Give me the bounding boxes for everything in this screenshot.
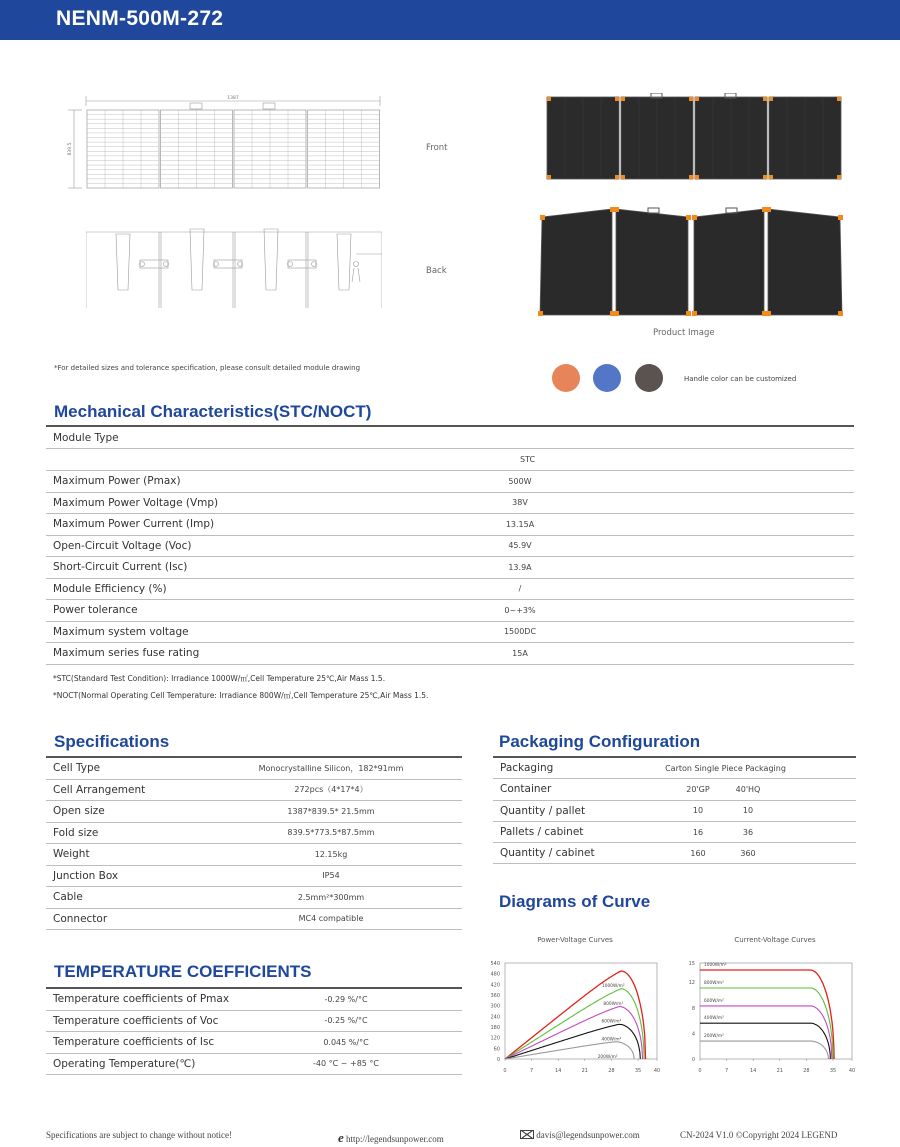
y-tick-label: 300 [490,1003,500,1010]
packaging-section-title: Packaging Configuration [499,732,701,751]
series-label: 400W/m² [704,1016,724,1022]
x-tick-label: 21 [581,1068,588,1074]
website-link[interactable]: http://legendsunpower.com [346,1134,444,1144]
front-view-label: Front [426,143,448,153]
temperature-row-value: 0.045 %/°C [323,1037,369,1047]
width-dimension: 1387 [227,96,239,101]
specification-row [46,801,462,823]
specification-row [46,823,462,845]
specification-row [46,844,462,866]
series-label: 600W/m² [601,1019,622,1025]
specification-row-value: 2.5mm²*300mm [297,892,365,902]
temperature-row-value: -0.25 %/°C [324,1016,368,1026]
specification-row-label: Fold size [53,826,99,839]
current-voltage-chart [680,955,865,1080]
temperature-row-value: -40 °C ~ +85 °C [313,1059,379,1069]
series-label: 400W/m² [601,1037,622,1043]
y-tick-label: 8 [691,1005,695,1012]
mechanical-row-value: 1500DC [503,627,537,637]
x-tick-label: 28 [608,1068,615,1074]
x-tick-label: 14 [750,1068,757,1074]
x-tick-label: 7 [725,1068,729,1074]
packaging-row-value-20gp: 20'GP [686,784,710,794]
y-tick-label: 15 [688,961,695,967]
handle [648,208,659,213]
mechanical-row-label: Module Efficiency (%) [53,582,167,595]
series-label: 1000W/m² [602,984,625,989]
mechanical-row-label: Short-Circuit Current (Isc) [53,561,188,574]
solar-panel [616,209,688,315]
specification-row [46,909,462,931]
mechanical-row-label: Power tolerance [53,604,138,617]
packaging-row [493,801,856,822]
x-tick-label: 7 [530,1068,534,1074]
specification-row-value: MC4 compatible [298,914,364,924]
x-tick-label: 35 [829,1068,837,1074]
specification-row-label: Cell Type [53,762,101,775]
temperature-table [46,989,462,1075]
specification-row-label: Connector [53,912,108,925]
solar-panel [694,209,764,315]
back-view-drawing [86,224,382,308]
footer-copyright: CN-2024 V1.0 ©Copyright 2024 LEGEND [680,1130,838,1140]
header-bar [0,0,900,40]
solar-panel [768,209,842,315]
mechanical-section-title: Mechanical Characteristics(STC/NOCT) [54,402,372,421]
y-tick-label: 480 [490,971,500,978]
noct-note: *NOCT(Normal Operating Cell Temperature: Irradiance 800W/㎡,Cell Temperature 25℃,Air Mass 1.5. [53,691,429,700]
curve-600w [700,1006,832,1059]
mechanical-row [46,622,854,644]
mechanical-row [46,600,854,622]
y-tick-label: 240 [490,1014,500,1021]
product-image-back [538,205,848,320]
specification-row-value: 12.15kg [314,849,348,859]
packaging-row-value-40hq: 10 [742,806,754,816]
envelope-icon [520,1130,534,1139]
back-view-label: Back [426,266,447,276]
specification-row-value: 1387*839.5* 21.5mm [287,806,375,816]
curves-section-title: Diagrams of Curve [499,892,651,911]
handle-color-swatch-orange[interactable] [552,364,580,392]
packaging-row-value-40hq: 360 [740,848,756,858]
specification-row-label: Open size [53,805,105,818]
y-tick-label: 60 [493,1046,500,1053]
y-tick-label: 360 [490,993,500,999]
height-dimension: 839.5 [68,142,73,156]
mechanical-row-label: Maximum Power Voltage (Vmp) [53,496,219,509]
y-tick-label: 0 [496,1057,500,1063]
curve-600w [505,1007,643,1059]
packaging-row-value-40hq: 36 [742,827,754,837]
mechanical-row-value: 45.9V [508,541,532,551]
packaging-table [493,758,856,864]
mechanical-row [46,514,854,536]
packaging-row [493,843,856,864]
specification-row-value: Monocrystalline Silicon，182*91mm [258,763,404,773]
packaging-row [493,822,856,843]
y-tick-label: 12 [688,980,695,987]
series-label: 800W/m² [704,980,724,986]
series-label: 200W/m² [597,1054,618,1060]
mechanical-table [46,427,854,665]
packaging-row-label: Pallets / cabinet [500,826,584,839]
curve-200w [700,1041,828,1059]
product-image-caption: Product Image [653,328,715,338]
pv-chart-title: Power-Voltage Curves [537,936,613,944]
packaging-row-label: Container [500,783,552,796]
module-type-row [46,427,854,449]
specification-row-label: Cell Arrangement [53,783,146,796]
temperature-row [46,1011,462,1033]
y-tick-label: 180 [490,1025,500,1031]
footer-website[interactable] [338,1130,444,1146]
temperature-row [46,989,462,1011]
mechanical-row-value: 13.9A [508,562,532,572]
x-tick-label: 0 [503,1068,507,1074]
y-tick-label: 120 [490,1035,500,1042]
mechanical-row-value: / [518,584,522,594]
series-label: 600W/m² [704,998,724,1004]
drawing-note: *For detailed sizes and tolerance specification, please consult detailed module drawing [54,364,361,372]
handle-color-note: Handle color can be customized [684,375,797,383]
solar-panel [540,209,612,315]
mechanical-row [46,643,854,665]
specification-row-value: 839.5*773.5*87.5mm [287,828,375,838]
temperature-row-label: Temperature coefficients of Isc [53,1036,215,1049]
internet-explorer-icon: e [338,1130,344,1145]
mechanical-row-value: 15A [512,648,528,658]
y-tick-label: 4 [691,1031,695,1038]
condition-header-row: STC [46,449,854,471]
x-tick-label: 0 [698,1068,702,1074]
temperature-row [46,1054,462,1076]
series-label: 800W/m² [603,1001,624,1007]
x-tick-label: 35 [634,1068,642,1074]
temperature-row-label: Temperature coefficients of Voc [53,1014,219,1027]
front-view-drawing [60,92,390,192]
packaging-row-value-40hq: 40'HQ [735,784,761,794]
footer-disclaimer: Specifications are subject to change without notice! [46,1130,232,1140]
product-model-title: NENM-500M-272 [56,7,224,30]
packaging-row-value: Carton Single Piece Packaging [665,763,786,773]
packaging-row-label: Packaging [500,762,554,775]
mechanical-row [46,471,854,493]
packaging-row-label: Quantity / pallet [500,804,586,817]
mechanical-row-label: Open-Circuit Voltage (Voc) [53,539,192,552]
packaging-row-value-20gp: 16 [692,827,704,837]
mechanical-row [46,536,854,558]
stc-note: *STC(Standard Test Condition): Irradiance 1000W/㎡,Cell Temperature 25℃,Air Mass 1.5. [53,674,386,683]
mechanical-row-value: 0~+3% [504,605,536,615]
packaging-row [493,779,856,800]
packaging-row [493,758,856,779]
x-tick-label: 28 [803,1068,810,1074]
specification-row [46,758,462,780]
specification-row-value: IP54 [322,871,340,881]
module-type-label: Module Type [53,431,119,444]
specification-row-label: Cable [53,891,83,904]
y-tick-label: 420 [490,982,500,989]
specification-row-value: 272pcs（4*17*4） [294,785,368,795]
iv-chart-title: Current-Voltage Curves [734,936,816,944]
temperature-row [46,1032,462,1054]
handle-color-swatch-dark[interactable] [635,364,663,392]
mechanical-row-label: Maximum Power Current (Imp) [53,518,215,531]
specifications-table [46,758,462,930]
mechanical-row-value: 13.15A [505,519,535,529]
power-voltage-chart [485,955,670,1080]
y-tick-label: 0 [691,1057,695,1063]
mechanical-row-label: Maximum system voltage [53,625,189,638]
footer-email[interactable] [520,1130,640,1140]
specification-row [46,887,462,909]
product-image-front [545,93,845,183]
specifications-section-title: Specifications [54,732,170,751]
mechanical-row-value: 38V [512,498,528,508]
mechanical-row-label: Maximum series fuse rating [53,647,200,660]
x-tick-label: 40 [653,1068,661,1074]
x-tick-label: 21 [776,1068,783,1074]
mechanical-row [46,579,854,601]
specification-row [46,780,462,802]
series-label: 1000W/m² [704,963,727,969]
series-label: 200W/m² [704,1034,724,1040]
x-tick-label: 40 [848,1068,856,1074]
mechanical-row [46,493,854,515]
temperature-section-title: TEMPERATURE COEFFICIENTS [54,962,312,981]
temperature-row-value: -0.29 %/°C [324,994,368,1004]
mechanical-row-value: 500W [508,476,532,486]
packaging-row-label: Quantity / cabinet [500,847,595,860]
packaging-row-value-20gp: 10 [692,806,704,816]
specification-row-label: Junction Box [53,869,119,882]
packaging-row-value-20gp: 160 [690,848,706,858]
y-tick-label: 540 [490,961,500,967]
mechanical-row [46,557,854,579]
x-tick-label: 14 [555,1068,562,1074]
mechanical-row-label: Maximum Power (Pmax) [53,475,181,488]
temperature-row-label: Temperature coefficients of Pmax [53,993,230,1006]
temperature-row-label: Operating Temperature(℃) [53,1057,196,1070]
specification-row-label: Weight [53,848,90,861]
handle-color-swatch-blue[interactable] [593,364,621,392]
email-link[interactable]: davis@legendsunpower.com [536,1130,640,1140]
specification-row [46,866,462,888]
